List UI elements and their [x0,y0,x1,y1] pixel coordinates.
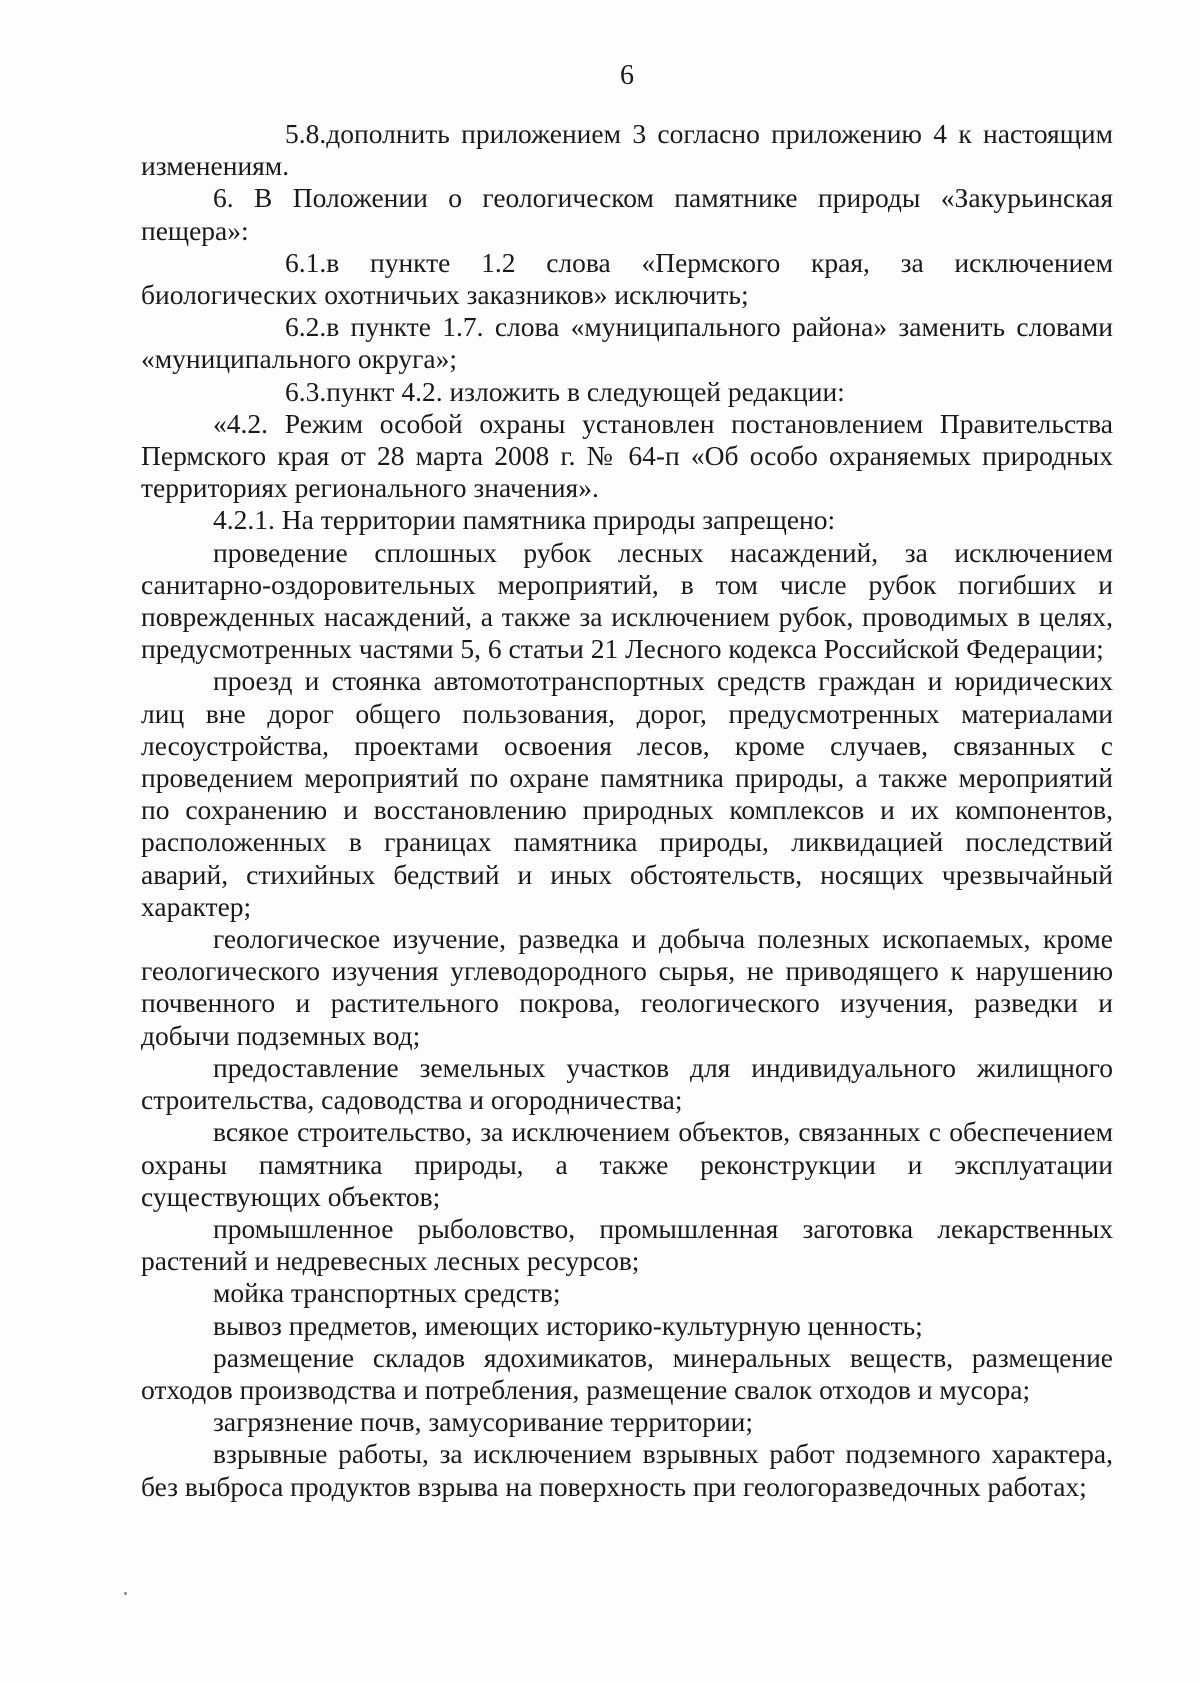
paragraph-text: проведение сплошных рубок лесных насаждений, за исключением санитарно-оздоровительных мероприятий, в том числе рубок погибших и поврежденных насаждений, а также за исключением рубок, проводимых в целях, предусмотренных частями 5, 6 статьи 21 Лесного кодекса Российской Федерации; [141,536,1113,665]
paragraph-6-2 [141,311,1113,375]
paragraph-4-2 [141,408,1113,505]
paragraph-number: 6.3. [285,375,327,407]
paragraph-text: пункт 4.2. изложить в следующей редакции: [326,375,845,407]
prohibition-item [141,1438,1113,1502]
prohibition-item [141,1213,1113,1277]
paragraph-text: геологическое изучение, разведка и добыча полезных ископаемых, кроме геологического изучения углеводородного сырья, не приводящего к нарушению почвенного и растительного покрова, геологического изучения, разведки и добычи подземных вод; [141,923,1113,1051]
paragraph-text: проезд и стоянка автомототранспортных средств граждан и юридических лиц вне дорог общего пользования, дорог, предусмотренных материалами лесоустройства, проектами освоения лесов, кроме случаев, связанных с проведением мероприятий по охране памятника природы, а также мероприятий по сохранению и восстановлению природных комплексов и их компонентов, расположенных в границах памятника природы, ликвидацией последствий аварий, стихийных бедствий и иных обстоятельств, носящих чрезвычайный характер; [141,665,1113,922]
paragraph-number: 5.8. [285,118,327,149]
paragraph-6-3 [141,376,1113,408]
paragraph-4-2-1 [141,504,1113,536]
page-number: 6 [620,60,634,91]
prohibition-item [141,1277,1113,1309]
prohibition-item [141,1310,1113,1342]
paragraph-text: всякое строительство, за исключением объектов, связанных с обеспечением охраны памятника природы, а также реконструкции и эксплуатации существующих объектов; [141,1116,1113,1212]
paragraph-number: 6.1. [285,246,327,278]
paragraph-text: взрывные работы, за исключением взрывных работ подземного характера, без выброса продуктов взрыва на поверхность при геологоразведочных работах; [141,1438,1113,1502]
paragraph-text: в пункте 1.7. слова «муниципального района» заменить словами «муниципального округа»; [141,311,1113,375]
paragraph-text: размещение складов ядохимикатов, минеральных веществ, размещение отходов производства и потребления, размещение свалок отходов и мусора; [141,1341,1113,1405]
paragraph-text: вывоз предметов, имеющих историко-культурную ценность; [213,1309,923,1341]
prohibition-item [141,1052,1113,1116]
paragraph-5-8 [141,118,1113,182]
paragraph-text: 4.2.1. На территории памятника природы запрещено: [213,504,836,536]
paragraph-text: «4.2. Режим особой охраны установлен постановлением Правительства Пермского края от 28 марта 2008 г. № 64-п «Об особо охраняемых природных территориях регионального значения». [141,407,1113,504]
prohibition-item [141,1406,1113,1438]
paragraph-6-1 [141,247,1113,311]
prohibition-item [141,1116,1113,1213]
prohibition-item [141,537,1113,666]
document-body [141,118,1113,1503]
paragraph-text: 6. В Положении о геологическом памятнике природы «Закурьинская пещера»: [141,182,1113,246]
prohibition-item [141,665,1113,923]
paragraph-number: 6.2. [285,311,327,343]
paragraph-text: загрязнение почв, замусоривание территории; [213,1406,754,1438]
paragraph-text: мойка транспортных средств; [213,1277,561,1309]
prohibition-item [141,1342,1113,1406]
paragraph-text: промышленное рыболовство, промышленная заготовка лекарственных растений и недревесных лесных ресурсов; [141,1212,1113,1277]
paragraph-6 [141,182,1113,246]
prohibition-item [141,923,1113,1052]
paragraph-text: дополнить приложением 3 согласно приложению 4 к настоящим изменениям. [141,118,1113,182]
paragraph-text: предоставление земельных участков для индивидуального жилищного строительства, садоводства и огородничества; [141,1051,1113,1116]
paragraph-text: в пункте 1.2 слова «Пермского края, за исключением биологических охотничьих заказников» исключить; [141,246,1113,311]
scan-dot [124,1592,127,1595]
